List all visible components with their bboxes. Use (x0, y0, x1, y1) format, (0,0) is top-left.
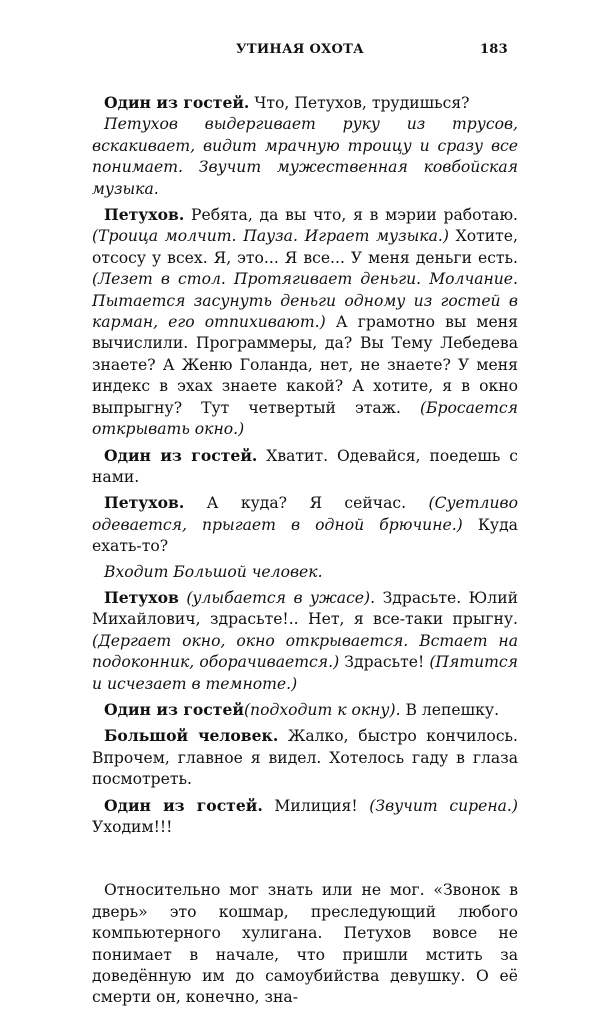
stage-direction: (Троица молчит. Пауза. Играет музыка.) (92, 227, 449, 246)
text-run: Хватит. Одевайся, поедешь с нами. (92, 446, 518, 486)
text-run: Жалко, быстро кончилось. Впрочем, главное я видел. Хотелось гаду в глаза посмотреть. (92, 727, 518, 789)
paragraph (92, 92, 518, 114)
stage-direction: Входит Большой человек. (104, 562, 323, 581)
stage-direction: (улыбается в ужасе) (178, 588, 371, 607)
paragraph (92, 699, 518, 721)
paragraph (92, 562, 518, 583)
speaker-name: Петухов. (104, 493, 185, 513)
stage-direction: (подходит к окну) (243, 700, 396, 719)
paragraph (92, 880, 518, 1008)
paragraph (92, 795, 518, 839)
speaker-name: Один из гостей. (104, 93, 250, 112)
stage-direction: (Дергает окно, окно открывается. Встает на подоконник, оборачивается.) (92, 631, 518, 672)
text-run: Милиция! (262, 796, 370, 815)
text-run: Что, Петухов, трудишься? (249, 94, 470, 112)
text-run: Хотите, отсосу у всех. Я, это... Я все... У меня деньги есть. (92, 227, 518, 267)
stage-direction: (Бросается открывать окно.) (92, 398, 518, 439)
running-title: УТИНАЯ ОХОТА (236, 42, 364, 57)
speaker-name: Большой человек. (104, 726, 279, 746)
running-header (92, 42, 508, 62)
paragraph (92, 445, 518, 489)
text-run: . В лепешку. (395, 700, 500, 719)
stage-direction: (Лезет в стол. Протягивает деньги. Молчание. Пытается засунуть деньги одному из гостей в карман, его отпихивают.) (92, 270, 518, 332)
paragraph (92, 204, 518, 440)
stage-direction: (Суетливо одевается, прыгает в одной брючине.) (92, 494, 518, 534)
text-run: . Здрасьте. Юлий Михайлович, здрасьте!.. Нет, я все-таки прыгну. (92, 588, 518, 629)
paragraph (92, 114, 518, 200)
text-run: А куда? Я сейчас. (184, 494, 429, 513)
paragraph (92, 587, 518, 695)
text-run: А грамотно вы меня вычислили. Программеры, да? Вы Тему Лебедева знаете? А Женю Голанда, нет, не знаете? У меня индекс в эхах знаете какой? А хотите, я в окно выпрыгну? Тут четвертый этаж. (92, 313, 519, 417)
text-run: Ребята, да вы что, я в мэрии работаю. (184, 206, 518, 225)
paragraph (92, 492, 518, 557)
page-number: 183 (479, 42, 508, 57)
text-run: Относительно мог знать или не мог. «Звонок в дверь» это кошмар, преследующий любого компьютерного хулигана. Петухов вовсе не понимает в начале, что пришли мстить за доведённую им до самоубийства девушку. О её смерти он, конечно, зна- (92, 881, 518, 1007)
speaker-name: Один из гостей. (104, 445, 258, 465)
page-body (92, 92, 518, 1009)
text-run: Куда ехать-то? (92, 515, 518, 556)
stage-direction: (Звучит сирена.) (369, 796, 518, 815)
text-run: Здрасьте! (339, 653, 430, 672)
speaker-name: Один из гостей. (104, 795, 263, 815)
paragraph (92, 725, 518, 790)
stage-direction: (Пятится и исчезает в темноте.) (92, 653, 518, 693)
text-run: Уходим!!! (92, 818, 173, 836)
stage-direction: Петухов выдергивает руку из трусов, вскакивает, видит мрачную троицу и сразу все понимает. Звучит мужественная ковбойская музыка. (92, 115, 518, 198)
speaker-name: Петухов (104, 587, 179, 607)
speaker-name: Один из гостей (104, 699, 244, 719)
speaker-name: Петухов. (104, 205, 185, 225)
